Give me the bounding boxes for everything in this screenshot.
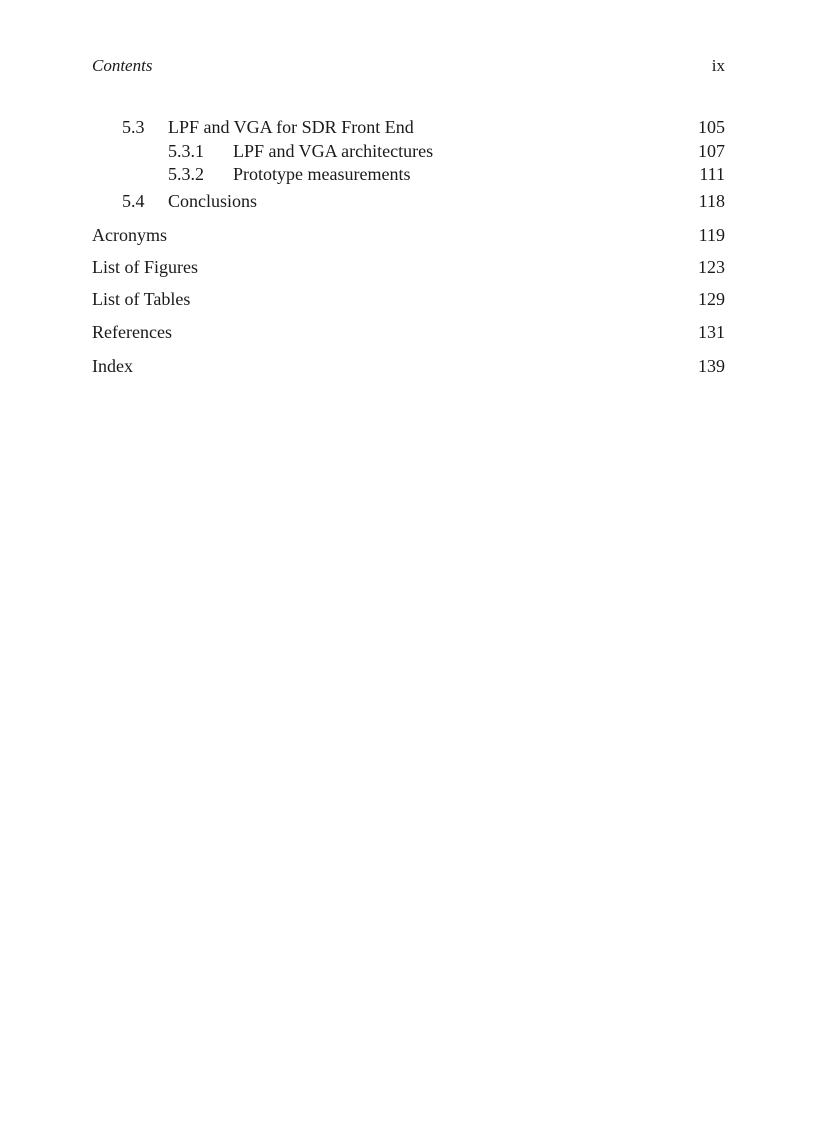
toc-entry-title: References xyxy=(92,322,172,342)
toc-entry-page: 107 xyxy=(698,141,725,161)
toc-entry-title: Acronyms xyxy=(92,225,167,245)
toc-entry-page: 139 xyxy=(698,356,725,376)
toc-entry-title: LPF and VGA architectures xyxy=(233,141,434,161)
toc-entry-page: 119 xyxy=(698,225,725,245)
toc-entry-acronyms[interactable] xyxy=(92,224,725,246)
toc-entry-page: 118 xyxy=(698,191,725,211)
toc-entry-number: 5.3.2 xyxy=(168,164,204,184)
toc-entry-title: Conclusions xyxy=(168,191,258,211)
toc-entry-title: LPF and VGA for SDR Front End xyxy=(168,117,414,137)
toc-entry-index[interactable] xyxy=(92,355,725,377)
toc-entry-references[interactable] xyxy=(92,321,725,343)
toc-entry-list-of-tables[interactable] xyxy=(92,288,725,310)
toc-entry-page: 111 xyxy=(699,164,725,184)
toc-entry-page: 131 xyxy=(698,322,725,342)
running-header-title: Contents xyxy=(92,56,153,75)
toc-entry-5-3[interactable] xyxy=(92,116,725,138)
toc-entry-list-of-figures[interactable] xyxy=(92,256,725,278)
toc-entry-number: 5.4 xyxy=(122,191,145,211)
toc-entry-page: 129 xyxy=(698,289,725,309)
toc-entry-title: Prototype measurements xyxy=(233,164,411,184)
toc-entry-number: 5.3 xyxy=(122,117,145,137)
toc-entry-title: List of Figures xyxy=(92,257,198,277)
toc-entry-page: 105 xyxy=(698,117,725,137)
toc-entry-title: List of Tables xyxy=(92,289,191,309)
toc-entry-title: Index xyxy=(92,356,133,376)
page-number: ix xyxy=(711,56,725,75)
toc-entry-5-3-2[interactable] xyxy=(92,163,725,185)
document-page xyxy=(92,0,725,1123)
toc-entry-page: 123 xyxy=(698,257,725,277)
toc-entry-number: 5.3.1 xyxy=(168,141,204,161)
toc-entry-5-4[interactable] xyxy=(92,190,725,212)
toc-entry-5-3-1[interactable] xyxy=(92,140,725,162)
running-header xyxy=(92,56,725,78)
